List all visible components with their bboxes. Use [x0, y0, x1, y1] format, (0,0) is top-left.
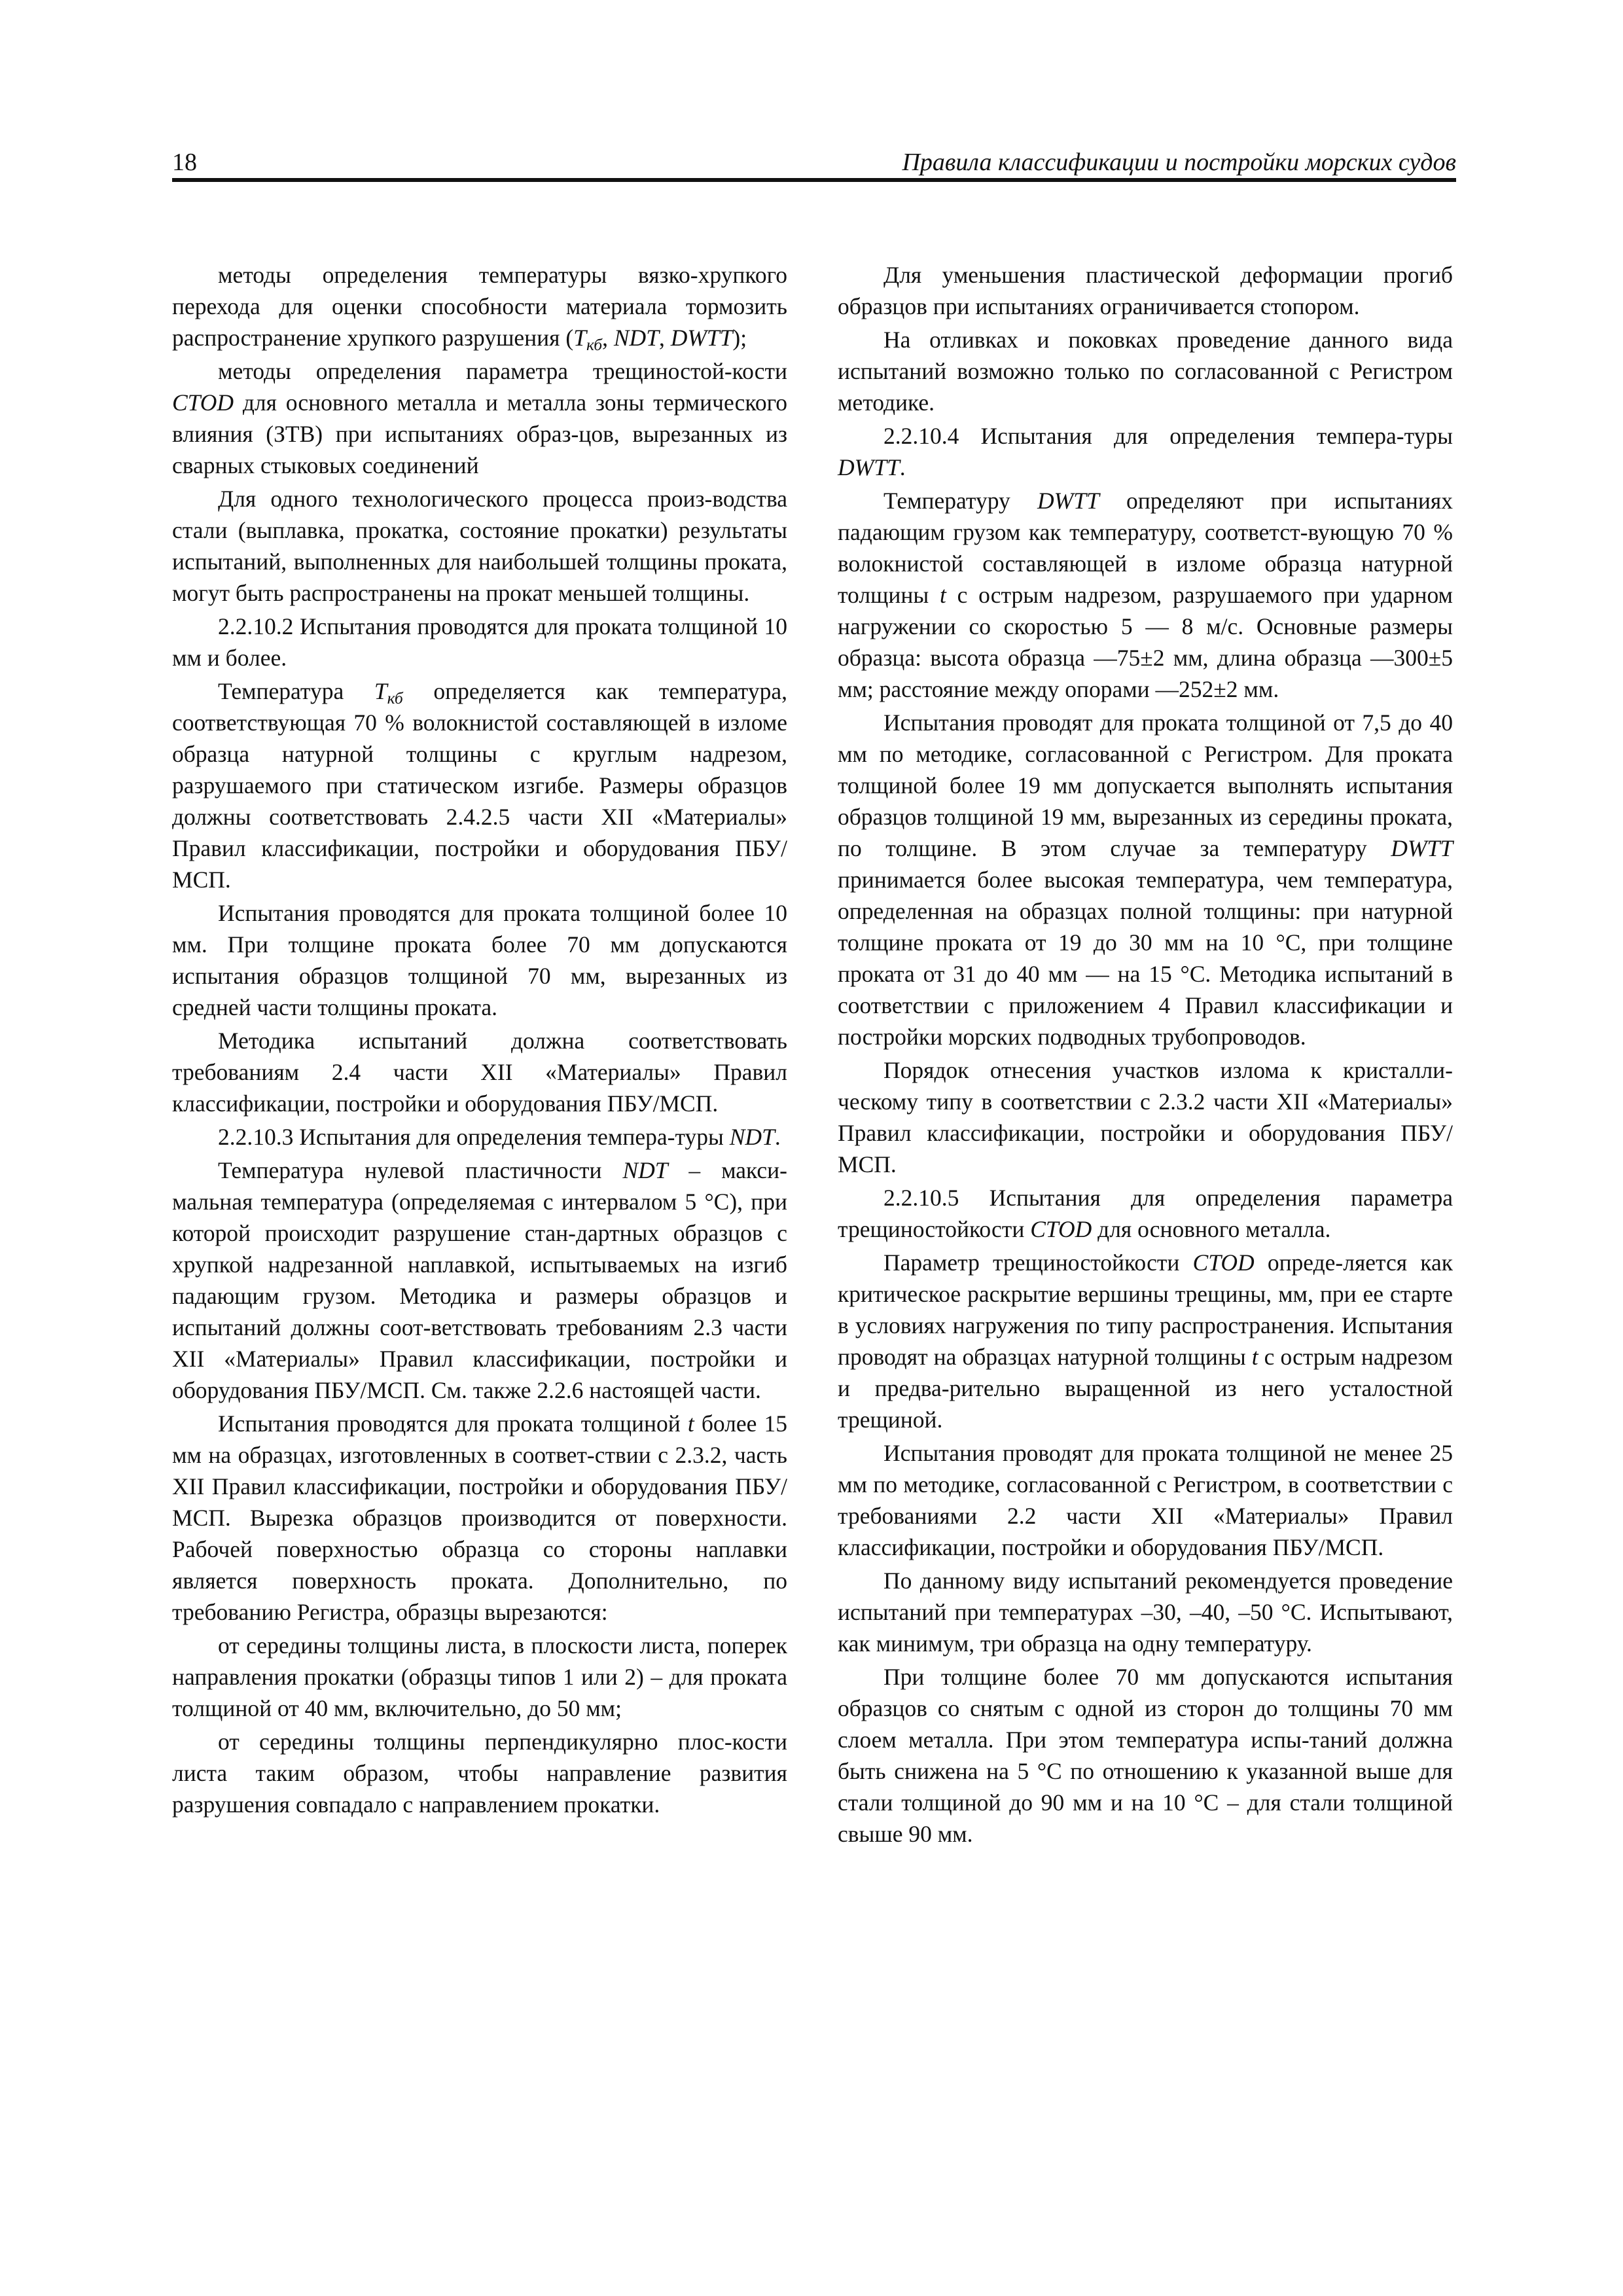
left-column	[172, 259, 787, 1822]
paragraph: Испытания проводятся для проката толщиной более 10 мм. При толщине проката более 70 мм допускаются испытания образцов толщиной 70 мм, вырезанных из средней части толщины проката.	[172, 900, 787, 1020]
paragraph: методы определения параметра трещиностой-кости CTOD для основного металла и металла зоны термического влияния (ЗТВ) при испытаниях образ-цов, вырезанных из сварных стыковых соединений	[172, 358, 787, 478]
paragraph: Испытания проводят для проката толщиной не менее 25 мм по методике, согласованной с Регистром, в соответствии с требованиями 2.2 части XII «Материалы» Правил классификации, постройки и оборудования ПБУ/МСП.	[838, 1440, 1453, 1560]
paragraph: от середины толщины листа, в плоскости листа, поперек направления прокатки (образцы типов 1 или 2) – для проката толщиной от 40 мм, включительно, до 50 мм;	[172, 1632, 787, 1721]
page-header	[172, 145, 1456, 179]
section-paragraph-2-2-10-3: 2.2.10.3 Испытания для определения темпера-туры NDT.	[218, 1124, 781, 1150]
paragraph: При толщине более 70 мм допускаются испытания образцов со снятым с одной из сторон до толщины 70 мм слоем металла. При этом температура испы-таний должна быть снижена на 5 °С по отношению к указанной выше для стали толщиной до 90 мм и на 10 °С – для стали толщиной свыше 90 мм.	[838, 1664, 1453, 1847]
paragraph: По данному виду испытаний рекомендуется проведение испытаний при температурах –30, –40, –50 °С. Испытывают, как минимум, три образца на одну температуру.	[838, 1568, 1453, 1657]
paragraph: Методика испытаний должна соответствовать требованиям 2.4 части XII «Материалы» Правил классификации, постройки и оборудования ПБУ/МСП.	[172, 1028, 787, 1117]
paragraph: Порядок отнесения участков излома к кристалли-ческому типу в соответствии с 2.3.2 части XII «Материалы» Правил классификации, постройки и оборудования ПБУ/МСП.	[838, 1057, 1453, 1177]
page-number: 18	[172, 149, 197, 176]
paragraph: Температура нулевой пластичности NDT – макси-мальная температура (определяемая с интервалом 5 °С), при которой происходит разрушение стан-дартных образцов с хрупкой надрезанной наплавкой, испытываемых на изгиб падающим грузом. Методика и размеры образцов и испытаний должны соот-ветствовать требованиям 2.3 части XII «Материалы» Правил классификации, постройки и оборудования ПБУ/МСП. См. также 2.2.6 настоящей части.	[172, 1157, 787, 1403]
paragraph: Температуру DWTT определяют при испытаниях падающим грузом как температуру, соответст-вующую 70 % волокнистой составляющей в изломе образца натурной толщины t с острым надрезом, разрушаемого при ударном нагружении со скоростью 5 — 8 м/с. Основные размеры образца: высота образца —75±2 мм, длина образца —300±5 мм; расстояние между опорами —252±2 мм.	[838, 488, 1453, 702]
paragraph: Для одного технологического процесса произ-водства стали (выплавка, прокатка, состояние прокатки) результаты испытаний, выполненных для наибольшей толщины проката, могут быть распространены на прокат меньшей толщины.	[172, 486, 787, 606]
running-title: Правила классификации и постройки морских судов	[902, 149, 1456, 176]
section-paragraph-2-2-10-4: 2.2.10.4 Испытания для определения темпера-туры DWTT.	[838, 423, 1453, 480]
section-paragraph-2-2-10-5: 2.2.10.5 Испытания для определения параметра трещиностойкости CTOD для основного металла.	[838, 1185, 1453, 1242]
paragraph: Испытания проводят для проката толщиной от 7,5 до 40 мм по методике, согласованной с Регистром. Для проката толщиной более 19 мм допускается выполнять испытания образцов толщиной 19 мм, вырезанных из середины проката, по толщине. В этом случае за температуру DWTT принимается более высокая температура, чем температура, определенная на образцах полной толщины: при натурной толщине проката от 19 до 30 мм на 10 °С, при толщине проката от 31 до 40 мм — на 15 °С. Методика испытаний в соответствии с приложением 4 Правил классификации и постройки морских подводных трубопроводов.	[838, 709, 1453, 1050]
paragraph: Температура $T_{кб}$ определяется как температура, соответствующая 70 % волокнистой составляющей в изломе образца натурной толщины с круглым надрезом, разрушаемого при статическом изгибе. Размеры образцов должны соответствовать 2.4.2.5 части XII «Материалы» Правил классификации, постройки и оборудования ПБУ/МСП.	[172, 678, 787, 893]
paragraph: Испытания проводятся для проката толщиной t более 15 мм на образцах, изготовленных в соответ-ствии с 2.3.2, часть XII Правил классификации, постройки и оборудования ПБУ/МСП. Вырезка образцов производится от поверхности. Рабочей поверхностью образца со стороны наплавки является поверхность проката. Дополнительно, по требованию Регистра, образцы вырезаются:	[172, 1410, 788, 1625]
right-column	[838, 259, 1453, 1852]
paragraph: от середины толщины перпендикулярно плос-кости листа таким образом, чтобы направление развития разрушения совпадало с направлением прокатки.	[172, 1729, 787, 1818]
paragraph: Параметр трещиностойкости CTOD опреде-ляется как критическое раскрытие вершины трещины, мм, при ее старте в условиях нагружения по типу распространения. Испытания проводят на образцах натурной толщины t с острым надрезом и предва-рительно выращенной из него усталостной трещиной.	[838, 1249, 1453, 1433]
section-paragraph-2-2-10-2: 2.2.10.2 Испытания проводятся для проката толщиной 10 мм и более.	[172, 613, 787, 671]
paragraph: На отливках и поковках проведение данного вида испытаний возможно только по согласованной с Регистром методике.	[838, 327, 1453, 416]
header-rule	[172, 178, 1456, 182]
paragraph: Для уменьшения пластической деформации прогиб образцов при испытаниях ограничивается стопором.	[838, 262, 1453, 319]
paragraph: методы определения температуры вязко-хрупкого перехода для оценки способности материала тормозить распространение хрупкого разрушения ($T_{кб}$, NDT, DWTT);	[172, 262, 787, 355]
